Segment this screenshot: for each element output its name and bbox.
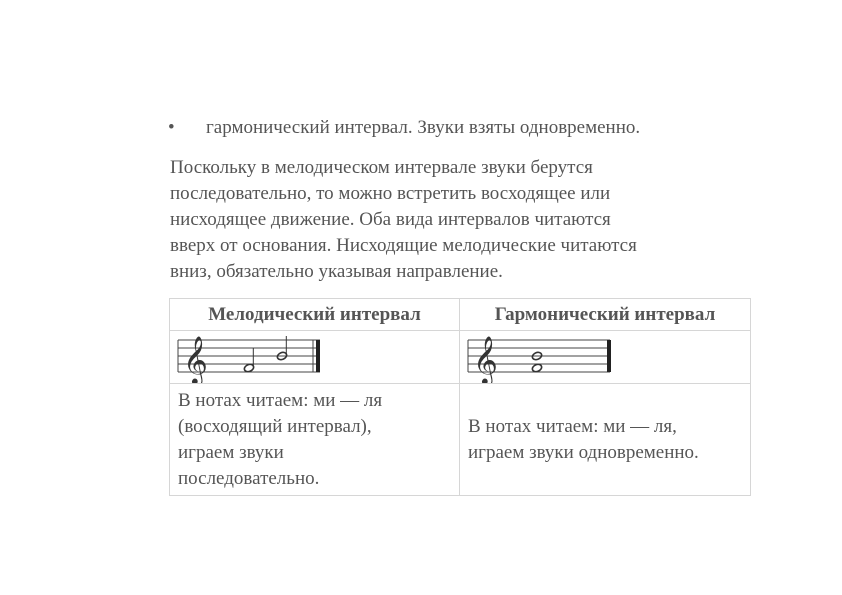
treble-clef-icon (473, 335, 498, 383)
table-staff-row (170, 331, 751, 384)
harmonic-text-line: играем звуки одновременно. (468, 441, 699, 463)
paragraph-line: вниз, обязательно указывая направление. (170, 261, 503, 282)
header-melodic: Мелодический интервал (170, 299, 460, 331)
svg-text:𝄞: 𝄞 (473, 335, 498, 383)
melodic-text-line: (восходящий интервал), (178, 415, 372, 437)
harmonic-description (460, 384, 751, 496)
harmonic-chord (531, 351, 542, 373)
harmonic-staff-cell (460, 331, 751, 384)
melodic-staff-cell (170, 331, 460, 384)
header-harmonic: Гармонический интервал (460, 299, 751, 331)
melodic-staff (170, 331, 459, 383)
melodic-text-line: последовательно. (178, 467, 320, 489)
melodic-description (170, 384, 460, 496)
table-header-row (170, 299, 751, 331)
harmonic-text-line: В нотах читаем: ми — ля, (468, 415, 677, 437)
harmonic-staff (460, 331, 750, 383)
table-text-row (170, 384, 751, 496)
bullet-dot: • (168, 117, 175, 138)
melodic-text-line: В нотах читаем: ми — ля (178, 389, 383, 411)
half-note-icon (243, 348, 254, 373)
paragraph-line: последовательно, то можно встретить восходящее или (170, 183, 611, 204)
melodic-text-line: играем звуки (178, 441, 284, 463)
paragraph-line: Поскольку в мелодическом интервале звуки берутся (170, 157, 593, 178)
paragraph-line: вверх от основания. Нисходящие мелодические читаются (170, 235, 637, 256)
treble-clef-icon (183, 335, 208, 383)
paragraph-line: нисходящее движение. Оба вида интервалов читаются (170, 209, 611, 230)
bullet-text: гармонический интервал. Звуки взяты одновременно. (206, 117, 641, 138)
explanation-paragraph (170, 155, 730, 285)
interval-table (169, 298, 751, 496)
bullet-item (168, 116, 640, 140)
svg-text:𝄞: 𝄞 (183, 335, 208, 383)
